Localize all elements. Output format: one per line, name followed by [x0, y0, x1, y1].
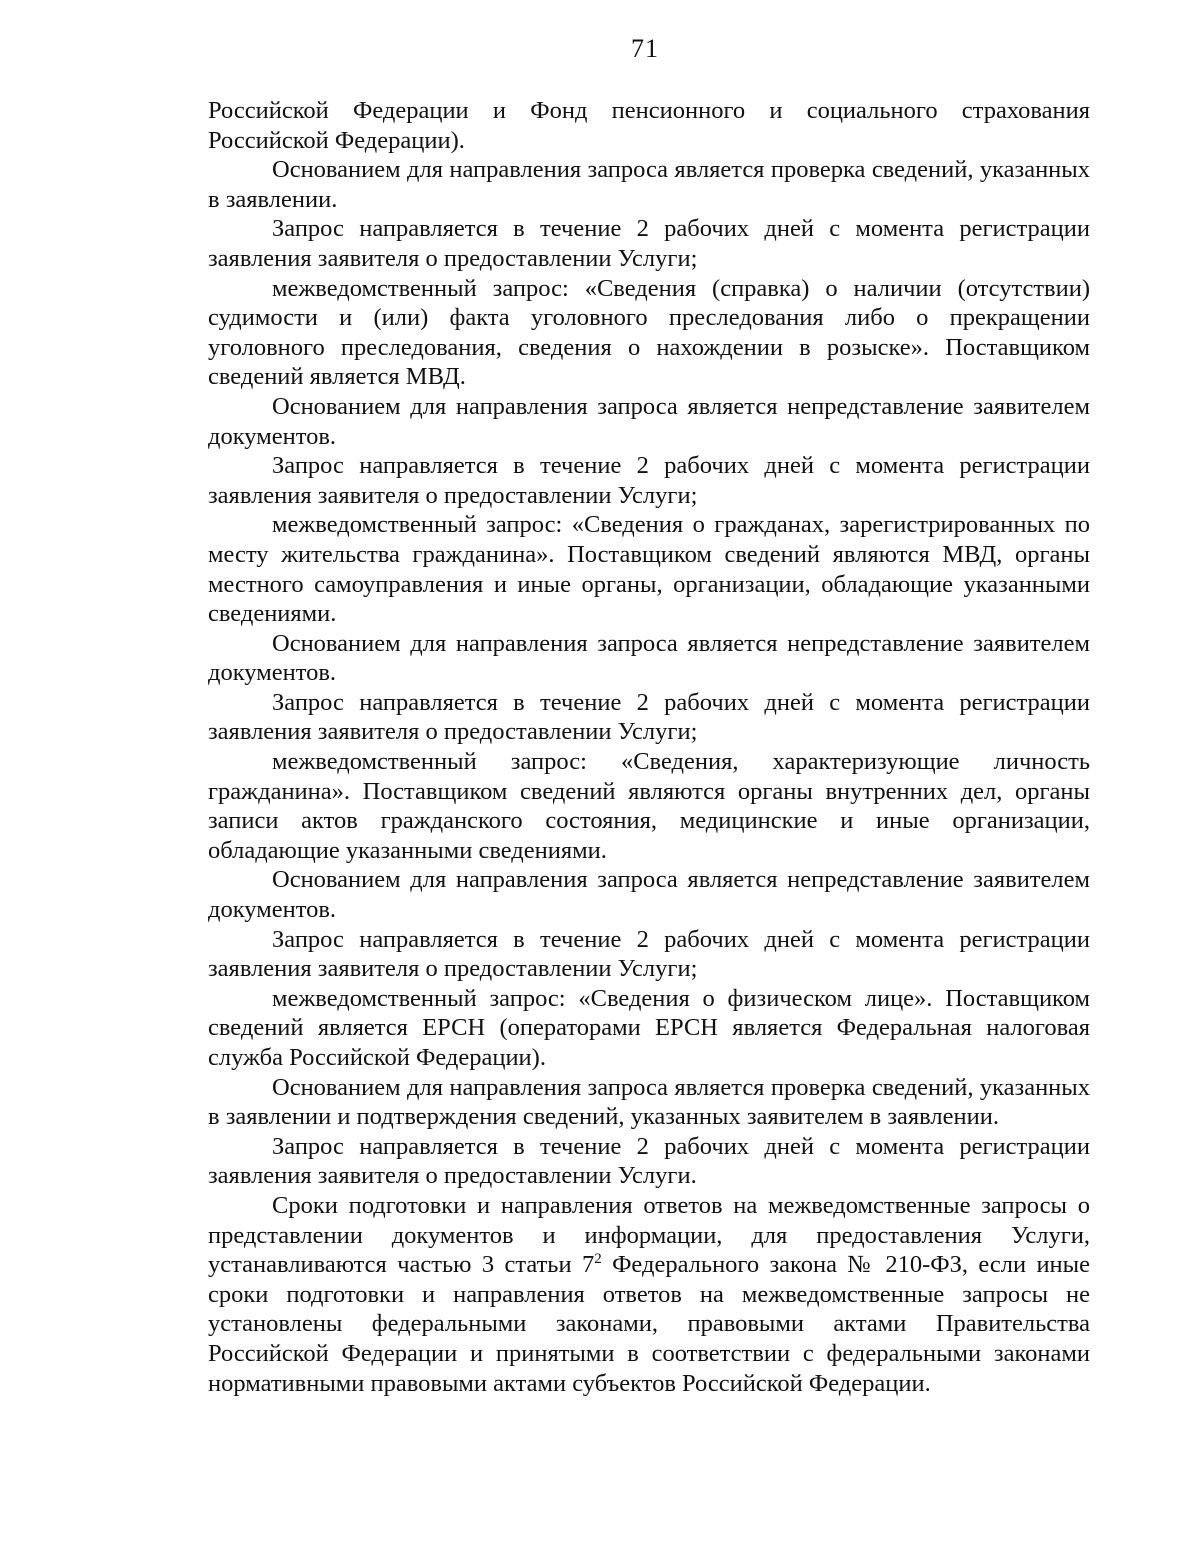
- paragraph: Запрос направляется в течение 2 рабочих дней с момента регистрации заявления заявителя о предоставлении Услуги;: [208, 215, 1090, 272]
- paragraph: Запрос направляется в течение 2 рабочих дней с момента регистрации заявления заявителя о предоставлении Услуги;: [208, 925, 1090, 983]
- paragraph: межведомственный запрос: «Сведения, характеризующие личность гражданина». Поставщиком сведений являются органы внутренних дел, органы записи актов гражданского состояния, медицинские и иные организации, обладающие указанными сведениями.: [208, 748, 1090, 864]
- paragraph: межведомственный запрос: «Сведения о гражданах, зарегистрированных по месту жительства гражданина». Поставщиком сведений являются МВД, органы местного самоуправления и иные органы, организации, обладающие указанными сведениями.: [208, 511, 1090, 628]
- paragraph: Запрос направляется в течение 2 рабочих дней с момента регистрации заявления заявителя о предоставлении Услуги;: [208, 452, 1090, 509]
- document-body: [208, 96, 1090, 1398]
- paragraph: Основанием для направления запроса является непредставление заявителем документов.: [208, 866, 1090, 924]
- paragraph: Основанием для направления запроса является непредставление заявителем документов.: [208, 392, 1090, 450]
- article-superscript: 2: [594, 1251, 602, 1267]
- paragraph: Российской Федерации и Фонд пенсионного и социального страхования Российской Федерации).: [208, 97, 1090, 154]
- paragraph: Запрос направляется в течение 2 рабочих дней с момента регистрации заявления заявителя о предоставлении Услуги;: [208, 688, 1090, 746]
- final-paragraph-after: Федерального закона № 210-ФЗ, если иные сроки подготовки и направления ответов на межведомственные запросы не установлены федеральными законами, правовыми актами Правительства Российской Федерации и принятыми в соответствии с федеральными законами нормативными правовыми актами субъектов Российской Федерации.: [208, 1251, 1090, 1397]
- paragraph: межведомственный запрос: «Сведения о физическом лице». Поставщиком сведений является ЕРСН (операторами ЕРСН является Федеральная налоговая служба Российской Федерации).: [208, 984, 1090, 1071]
- paragraph: Запрос направляется в течение 2 рабочих дней с момента регистрации заявления заявителя о предоставлении Услуги.: [208, 1132, 1090, 1190]
- final-paragraph-before: Сроки подготовки и направления ответов на межведомственные запросы о представлении документов и информации, для предоставления Услуги, устанавливаются частью 3 статьи 7: [208, 1191, 1090, 1279]
- final-paragraph: [208, 1191, 1090, 1398]
- paragraph: Основанием для направления запроса является проверка сведений, указанных в заявлении.: [208, 156, 1090, 213]
- page-number: 71: [631, 34, 659, 63]
- paragraph: Основанием для направления запроса является проверка сведений, указанных в заявлении и подтверждения сведений, указанных заявителем в заявлении.: [208, 1073, 1090, 1131]
- paragraph: Основанием для направления запроса является непредставление заявителем документов.: [208, 629, 1090, 687]
- paragraph: межведомственный запрос: «Сведения (справка) о наличии (отсутствии) судимости и (или) факта уголовного преследования либо о прекращении уголовного преследования, сведения о нахождении в розыске». Поставщиком сведений является МВД.: [208, 274, 1090, 391]
